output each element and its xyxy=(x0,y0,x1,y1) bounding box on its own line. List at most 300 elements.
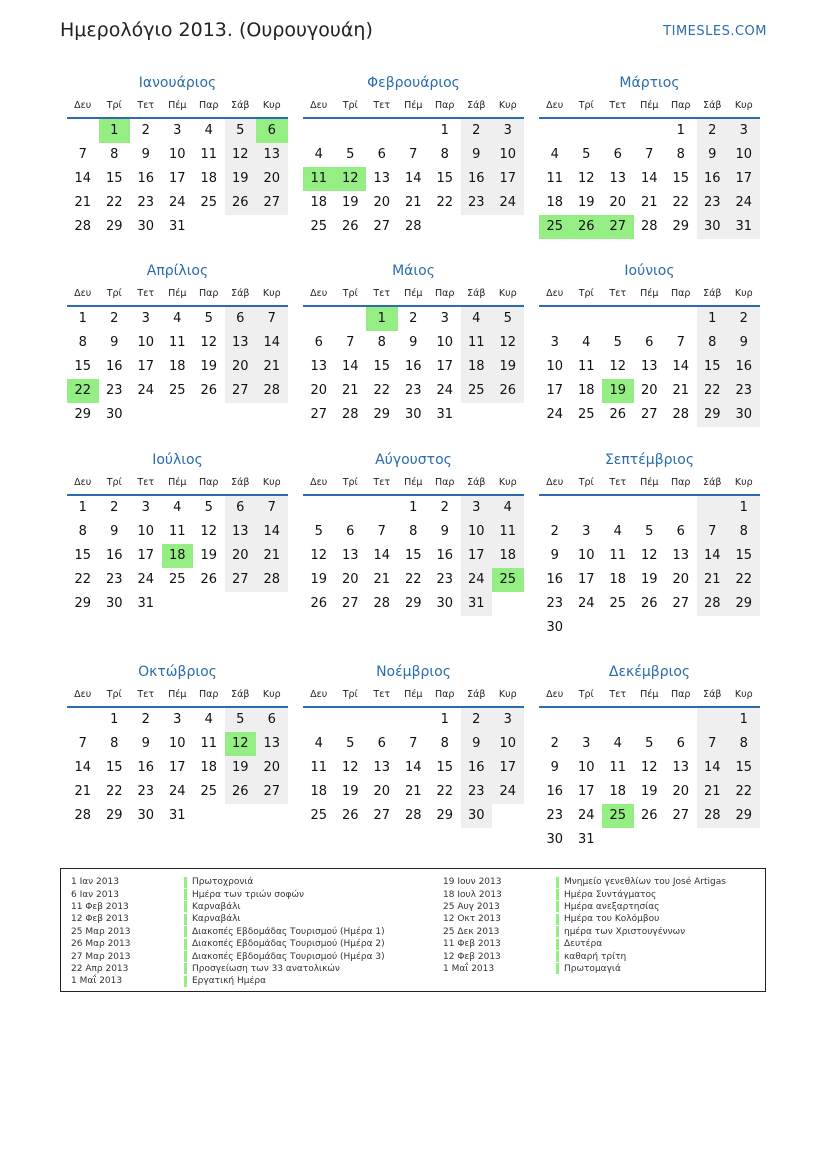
day-cell[interactable]: 20 xyxy=(225,544,257,568)
day-cell[interactable]: 2 xyxy=(461,708,493,732)
day-cell[interactable]: 30 xyxy=(137,219,155,234)
day-cell[interactable]: 1 xyxy=(99,119,131,143)
day-cell[interactable]: 4 xyxy=(613,524,622,539)
day-cell[interactable]: 12 xyxy=(640,760,658,775)
day-cell[interactable]: 7 xyxy=(78,147,87,162)
day-cell[interactable]: 31 xyxy=(461,592,493,616)
day-cell[interactable]: 24 xyxy=(577,596,595,611)
day-cell[interactable]: 22 xyxy=(436,195,454,210)
day-cell[interactable]: 26 xyxy=(225,780,257,804)
day-cell[interactable]: 7 xyxy=(409,147,418,162)
day-cell[interactable]: 20 xyxy=(640,383,658,398)
day-cell[interactable]: 8 xyxy=(728,732,760,756)
day-cell[interactable]: 10 xyxy=(546,359,564,374)
day-cell[interactable]: 13 xyxy=(310,359,328,374)
day-cell[interactable]: 8 xyxy=(78,524,87,539)
day-cell[interactable]: 30 xyxy=(461,804,493,828)
day-cell[interactable]: 6 xyxy=(645,335,654,350)
day-cell[interactable]: 3 xyxy=(582,736,591,751)
day-cell[interactable]: 23 xyxy=(137,784,155,799)
day-cell[interactable]: 13 xyxy=(341,548,359,563)
day-cell[interactable]: 7 xyxy=(78,736,87,751)
day-cell[interactable]: 14 xyxy=(672,359,690,374)
day-cell[interactable]: 7 xyxy=(697,520,729,544)
day-cell[interactable]: 22 xyxy=(672,195,690,210)
day-cell[interactable]: 12 xyxy=(577,171,595,186)
day-cell[interactable]: 16 xyxy=(697,167,729,191)
day-cell[interactable]: 4 xyxy=(582,335,591,350)
day-cell[interactable]: 25 xyxy=(310,808,328,823)
day-cell[interactable]: 2 xyxy=(141,712,150,727)
day-cell[interactable]: 18 xyxy=(168,359,186,374)
day-cell[interactable]: 17 xyxy=(577,784,595,799)
day-cell[interactable]: 11 xyxy=(303,167,335,191)
day-cell[interactable]: 28 xyxy=(373,596,391,611)
day-cell[interactable]: 15 xyxy=(373,359,391,374)
day-cell[interactable]: 1 xyxy=(697,307,729,331)
day-cell[interactable]: 15 xyxy=(436,171,454,186)
day-cell[interactable]: 11 xyxy=(168,335,186,350)
day-cell[interactable]: 5 xyxy=(225,708,257,732)
day-cell[interactable]: 2 xyxy=(141,123,150,138)
day-cell[interactable]: 1 xyxy=(676,123,685,138)
day-cell[interactable]: 27 xyxy=(373,808,391,823)
day-cell[interactable]: 9 xyxy=(141,147,150,162)
day-cell[interactable]: 7 xyxy=(676,335,685,350)
day-cell[interactable]: 25 xyxy=(609,596,627,611)
day-cell[interactable]: 13 xyxy=(225,331,257,355)
day-cell[interactable]: 27 xyxy=(225,568,257,592)
day-cell[interactable]: 15 xyxy=(697,355,729,379)
day-cell[interactable]: 11 xyxy=(461,331,493,355)
day-cell[interactable]: 21 xyxy=(256,355,288,379)
day-cell[interactable]: 3 xyxy=(582,524,591,539)
day-cell[interactable]: 7 xyxy=(409,736,418,751)
day-cell[interactable]: 4 xyxy=(314,147,323,162)
day-cell[interactable]: 16 xyxy=(546,572,564,587)
day-cell[interactable]: 17 xyxy=(492,167,524,191)
day-cell[interactable]: 31 xyxy=(436,407,454,422)
day-cell[interactable]: 25 xyxy=(539,215,571,239)
day-cell[interactable]: 4 xyxy=(173,311,182,326)
day-cell[interactable]: 1 xyxy=(110,712,119,727)
day-cell[interactable]: 14 xyxy=(74,760,92,775)
day-cell[interactable]: 12 xyxy=(640,548,658,563)
day-cell[interactable]: 15 xyxy=(728,756,760,780)
day-cell[interactable]: 25 xyxy=(168,572,186,587)
day-cell[interactable]: 5 xyxy=(613,335,622,350)
day-cell[interactable]: 6 xyxy=(225,496,257,520)
day-cell[interactable]: 9 xyxy=(440,524,449,539)
day-cell[interactable]: 21 xyxy=(341,383,359,398)
day-cell[interactable]: 15 xyxy=(436,760,454,775)
day-cell[interactable]: 24 xyxy=(436,383,454,398)
day-cell[interactable]: 26 xyxy=(341,808,359,823)
day-cell[interactable]: 8 xyxy=(78,335,87,350)
day-cell[interactable]: 26 xyxy=(341,219,359,234)
day-cell[interactable]: 31 xyxy=(168,219,186,234)
day-cell[interactable]: 14 xyxy=(404,171,422,186)
day-cell[interactable]: 22 xyxy=(74,572,92,587)
day-cell[interactable]: 9 xyxy=(461,732,493,756)
day-cell[interactable]: 2 xyxy=(409,311,418,326)
day-cell[interactable]: 14 xyxy=(697,544,729,568)
day-cell[interactable]: 5 xyxy=(225,119,257,143)
day-cell[interactable]: 30 xyxy=(546,620,564,635)
day-cell[interactable]: 11 xyxy=(200,147,218,162)
day-cell[interactable]: 8 xyxy=(377,335,386,350)
day-cell[interactable]: 12 xyxy=(310,548,328,563)
day-cell[interactable]: 19 xyxy=(492,355,524,379)
day-cell[interactable]: 23 xyxy=(728,379,760,403)
day-cell[interactable]: 20 xyxy=(609,195,627,210)
day-cell[interactable]: 13 xyxy=(672,760,690,775)
day-cell[interactable]: 24 xyxy=(168,784,186,799)
day-cell[interactable]: 5 xyxy=(582,147,591,162)
day-cell[interactable]: 26 xyxy=(225,191,257,215)
day-cell[interactable]: 31 xyxy=(137,596,155,611)
day-cell[interactable]: 3 xyxy=(173,712,182,727)
day-cell[interactable]: 14 xyxy=(373,548,391,563)
day-cell[interactable]: 21 xyxy=(697,780,729,804)
day-cell[interactable]: 9 xyxy=(110,335,119,350)
day-cell[interactable]: 11 xyxy=(609,548,627,563)
day-cell[interactable]: 3 xyxy=(550,335,559,350)
day-cell[interactable]: 11 xyxy=(200,736,218,751)
day-cell[interactable]: 5 xyxy=(492,307,524,331)
day-cell[interactable]: 3 xyxy=(461,496,493,520)
day-cell[interactable]: 12 xyxy=(492,331,524,355)
day-cell[interactable]: 29 xyxy=(404,596,422,611)
day-cell[interactable]: 22 xyxy=(728,568,760,592)
day-cell[interactable]: 23 xyxy=(697,191,729,215)
day-cell[interactable]: 19 xyxy=(577,195,595,210)
day-cell[interactable]: 2 xyxy=(110,311,119,326)
day-cell[interactable]: 21 xyxy=(640,195,658,210)
day-cell[interactable]: 29 xyxy=(672,219,690,234)
day-cell[interactable]: 21 xyxy=(74,195,92,210)
day-cell[interactable]: 27 xyxy=(602,215,634,239)
day-cell[interactable]: 21 xyxy=(404,195,422,210)
day-cell[interactable]: 26 xyxy=(310,596,328,611)
day-cell[interactable]: 10 xyxy=(168,147,186,162)
day-cell[interactable]: 10 xyxy=(137,335,155,350)
day-cell[interactable]: 14 xyxy=(256,331,288,355)
day-cell[interactable]: 2 xyxy=(550,736,559,751)
day-cell[interactable]: 17 xyxy=(546,383,564,398)
day-cell[interactable]: 21 xyxy=(74,784,92,799)
day-cell[interactable]: 28 xyxy=(697,592,729,616)
day-cell[interactable]: 6 xyxy=(256,119,288,143)
day-cell[interactable]: 7 xyxy=(256,307,288,331)
day-cell[interactable]: 25 xyxy=(168,383,186,398)
day-cell[interactable]: 7 xyxy=(697,732,729,756)
day-cell[interactable]: 16 xyxy=(436,548,454,563)
day-cell[interactable]: 22 xyxy=(105,784,123,799)
day-cell[interactable]: 28 xyxy=(256,568,288,592)
day-cell[interactable]: 20 xyxy=(672,572,690,587)
day-cell[interactable]: 9 xyxy=(110,524,119,539)
day-cell[interactable]: 13 xyxy=(373,171,391,186)
day-cell[interactable]: 29 xyxy=(74,596,92,611)
day-cell[interactable]: 17 xyxy=(168,171,186,186)
day-cell[interactable]: 4 xyxy=(550,147,559,162)
day-cell[interactable]: 25 xyxy=(602,804,634,828)
day-cell[interactable]: 6 xyxy=(676,524,685,539)
day-cell[interactable]: 2 xyxy=(110,500,119,515)
day-cell[interactable]: 11 xyxy=(492,520,524,544)
day-cell[interactable]: 8 xyxy=(110,147,119,162)
day-cell[interactable]: 4 xyxy=(314,736,323,751)
day-cell[interactable]: 3 xyxy=(492,708,524,732)
day-cell[interactable]: 27 xyxy=(310,407,328,422)
day-cell[interactable]: 12 xyxy=(335,167,367,191)
day-cell[interactable]: 1 xyxy=(366,307,398,331)
day-cell[interactable]: 22 xyxy=(697,379,729,403)
day-cell[interactable]: 18 xyxy=(577,383,595,398)
day-cell[interactable]: 12 xyxy=(225,143,257,167)
day-cell[interactable]: 16 xyxy=(137,760,155,775)
day-cell[interactable]: 5 xyxy=(645,524,654,539)
day-cell[interactable]: 14 xyxy=(697,756,729,780)
day-cell[interactable]: 20 xyxy=(225,355,257,379)
day-cell[interactable]: 13 xyxy=(256,732,288,756)
day-cell[interactable]: 8 xyxy=(110,736,119,751)
day-cell[interactable]: 18 xyxy=(609,784,627,799)
day-cell[interactable]: 12 xyxy=(609,359,627,374)
day-cell[interactable]: 6 xyxy=(377,736,386,751)
day-cell[interactable]: 12 xyxy=(341,760,359,775)
day-cell[interactable]: 6 xyxy=(346,524,355,539)
day-cell[interactable]: 5 xyxy=(314,524,323,539)
day-cell[interactable]: 15 xyxy=(74,359,92,374)
day-cell[interactable]: 4 xyxy=(173,500,182,515)
day-cell[interactable]: 23 xyxy=(105,572,123,587)
day-cell[interactable]: 9 xyxy=(409,335,418,350)
day-cell[interactable]: 11 xyxy=(168,524,186,539)
day-cell[interactable]: 13 xyxy=(640,359,658,374)
day-cell[interactable]: 6 xyxy=(314,335,323,350)
day-cell[interactable]: 2 xyxy=(550,524,559,539)
day-cell[interactable]: 13 xyxy=(609,171,627,186)
day-cell[interactable]: 11 xyxy=(310,760,328,775)
day-cell[interactable]: 30 xyxy=(105,407,123,422)
day-cell[interactable]: 5 xyxy=(346,147,355,162)
day-cell[interactable]: 21 xyxy=(373,572,391,587)
day-cell[interactable]: 8 xyxy=(440,736,449,751)
day-cell[interactable]: 26 xyxy=(200,383,218,398)
day-cell[interactable]: 24 xyxy=(168,195,186,210)
day-cell[interactable]: 20 xyxy=(256,167,288,191)
day-cell[interactable]: 17 xyxy=(168,760,186,775)
day-cell[interactable]: 9 xyxy=(697,143,729,167)
day-cell[interactable]: 18 xyxy=(162,544,194,568)
day-cell[interactable]: 6 xyxy=(377,147,386,162)
day-cell[interactable]: 17 xyxy=(577,572,595,587)
day-cell[interactable]: 7 xyxy=(645,147,654,162)
day-cell[interactable]: 10 xyxy=(728,143,760,167)
day-cell[interactable]: 6 xyxy=(256,708,288,732)
day-cell[interactable]: 23 xyxy=(546,596,564,611)
day-cell[interactable]: 27 xyxy=(672,808,690,823)
day-cell[interactable]: 3 xyxy=(141,500,150,515)
day-cell[interactable]: 27 xyxy=(256,191,288,215)
day-cell[interactable]: 28 xyxy=(697,804,729,828)
day-cell[interactable]: 12 xyxy=(225,732,257,756)
day-cell[interactable]: 10 xyxy=(436,335,454,350)
day-cell[interactable]: 11 xyxy=(609,760,627,775)
day-cell[interactable]: 30 xyxy=(137,808,155,823)
day-cell[interactable]: 28 xyxy=(341,407,359,422)
day-cell[interactable]: 8 xyxy=(409,524,418,539)
day-cell[interactable]: 19 xyxy=(640,572,658,587)
day-cell[interactable]: 12 xyxy=(200,335,218,350)
day-cell[interactable]: 11 xyxy=(577,359,595,374)
day-cell[interactable]: 8 xyxy=(676,147,685,162)
day-cell[interactable]: 24 xyxy=(728,191,760,215)
day-cell[interactable]: 19 xyxy=(310,572,328,587)
day-cell[interactable]: 29 xyxy=(74,407,92,422)
day-cell[interactable]: 18 xyxy=(200,171,218,186)
day-cell[interactable]: 13 xyxy=(225,520,257,544)
day-cell[interactable]: 24 xyxy=(137,572,155,587)
day-cell[interactable]: 12 xyxy=(200,524,218,539)
day-cell[interactable]: 16 xyxy=(137,171,155,186)
day-cell[interactable]: 18 xyxy=(492,544,524,568)
day-cell[interactable]: 25 xyxy=(492,568,524,592)
day-cell[interactable]: 27 xyxy=(256,780,288,804)
day-cell[interactable]: 2 xyxy=(728,307,760,331)
day-cell[interactable]: 8 xyxy=(728,520,760,544)
day-cell[interactable]: 1 xyxy=(440,712,449,727)
day-cell[interactable]: 19 xyxy=(640,784,658,799)
day-cell[interactable]: 11 xyxy=(546,171,564,186)
day-cell[interactable]: 28 xyxy=(74,808,92,823)
day-cell[interactable]: 19 xyxy=(200,359,218,374)
day-cell[interactable]: 29 xyxy=(728,804,760,828)
day-cell[interactable]: 9 xyxy=(550,760,559,775)
day-cell[interactable]: 14 xyxy=(341,359,359,374)
day-cell[interactable]: 17 xyxy=(461,544,493,568)
day-cell[interactable]: 19 xyxy=(602,379,634,403)
day-cell[interactable]: 14 xyxy=(640,171,658,186)
day-cell[interactable]: 22 xyxy=(404,572,422,587)
day-cell[interactable]: 7 xyxy=(346,335,355,350)
day-cell[interactable]: 5 xyxy=(204,500,213,515)
day-cell[interactable]: 28 xyxy=(640,219,658,234)
day-cell[interactable]: 17 xyxy=(436,359,454,374)
day-cell[interactable]: 30 xyxy=(728,403,760,427)
day-cell[interactable]: 13 xyxy=(256,143,288,167)
day-cell[interactable]: 10 xyxy=(492,732,524,756)
day-cell[interactable]: 28 xyxy=(404,808,422,823)
day-cell[interactable]: 27 xyxy=(672,596,690,611)
day-cell[interactable]: 10 xyxy=(168,736,186,751)
day-cell[interactable]: 24 xyxy=(577,808,595,823)
day-cell[interactable]: 19 xyxy=(200,548,218,563)
day-cell[interactable]: 30 xyxy=(105,596,123,611)
day-cell[interactable]: 2 xyxy=(697,119,729,143)
day-cell[interactable]: 20 xyxy=(256,756,288,780)
day-cell[interactable]: 5 xyxy=(346,736,355,751)
day-cell[interactable]: 24 xyxy=(137,383,155,398)
day-cell[interactable]: 18 xyxy=(310,784,328,799)
day-cell[interactable]: 22 xyxy=(728,780,760,804)
day-cell[interactable]: 13 xyxy=(672,548,690,563)
day-cell[interactable]: 21 xyxy=(256,544,288,568)
day-cell[interactable]: 8 xyxy=(697,331,729,355)
day-cell[interactable]: 27 xyxy=(640,407,658,422)
day-cell[interactable]: 5 xyxy=(204,311,213,326)
day-cell[interactable]: 24 xyxy=(546,407,564,422)
day-cell[interactable]: 21 xyxy=(404,784,422,799)
day-cell[interactable]: 15 xyxy=(105,171,123,186)
day-cell[interactable]: 22 xyxy=(373,383,391,398)
day-cell[interactable]: 30 xyxy=(546,832,564,847)
day-cell[interactable]: 26 xyxy=(609,407,627,422)
day-cell[interactable]: 14 xyxy=(256,520,288,544)
day-cell[interactable]: 25 xyxy=(310,219,328,234)
day-cell[interactable]: 3 xyxy=(440,311,449,326)
day-cell[interactable]: 1 xyxy=(440,123,449,138)
day-cell[interactable]: 1 xyxy=(78,500,87,515)
day-cell[interactable]: 20 xyxy=(341,572,359,587)
day-cell[interactable]: 4 xyxy=(492,496,524,520)
day-cell[interactable]: 18 xyxy=(310,195,328,210)
day-cell[interactable]: 1 xyxy=(728,708,760,732)
day-cell[interactable]: 18 xyxy=(546,195,564,210)
day-cell[interactable]: 15 xyxy=(105,760,123,775)
day-cell[interactable]: 23 xyxy=(404,383,422,398)
day-cell[interactable]: 9 xyxy=(461,143,493,167)
day-cell[interactable]: 8 xyxy=(440,147,449,162)
day-cell[interactable]: 10 xyxy=(461,520,493,544)
day-cell[interactable]: 16 xyxy=(105,359,123,374)
day-cell[interactable]: 28 xyxy=(404,219,422,234)
day-cell[interactable]: 3 xyxy=(173,123,182,138)
day-cell[interactable]: 26 xyxy=(492,379,524,403)
day-cell[interactable]: 4 xyxy=(613,736,622,751)
day-cell[interactable]: 15 xyxy=(728,544,760,568)
day-cell[interactable]: 23 xyxy=(461,191,493,215)
day-cell[interactable]: 4 xyxy=(204,712,213,727)
day-cell[interactable]: 15 xyxy=(74,548,92,563)
day-cell[interactable]: 10 xyxy=(577,548,595,563)
day-cell[interactable]: 18 xyxy=(200,760,218,775)
day-cell[interactable]: 23 xyxy=(137,195,155,210)
day-cell[interactable]: 26 xyxy=(640,808,658,823)
day-cell[interactable]: 1 xyxy=(78,311,87,326)
day-cell[interactable]: 29 xyxy=(105,219,123,234)
day-cell[interactable]: 26 xyxy=(640,596,658,611)
day-cell[interactable]: 14 xyxy=(74,171,92,186)
day-cell[interactable]: 2 xyxy=(440,500,449,515)
day-cell[interactable]: 29 xyxy=(436,808,454,823)
day-cell[interactable]: 29 xyxy=(105,808,123,823)
day-cell[interactable]: 20 xyxy=(672,784,690,799)
day-cell[interactable]: 28 xyxy=(672,407,690,422)
day-cell[interactable]: 18 xyxy=(461,355,493,379)
day-cell[interactable]: 7 xyxy=(256,496,288,520)
day-cell[interactable]: 24 xyxy=(492,191,524,215)
day-cell[interactable]: 16 xyxy=(461,756,493,780)
day-cell[interactable]: 23 xyxy=(546,808,564,823)
day-cell[interactable]: 6 xyxy=(225,307,257,331)
day-cell[interactable]: 2 xyxy=(461,119,493,143)
day-cell[interactable]: 9 xyxy=(141,736,150,751)
day-cell[interactable]: 19 xyxy=(225,167,257,191)
day-cell[interactable]: 6 xyxy=(613,147,622,162)
